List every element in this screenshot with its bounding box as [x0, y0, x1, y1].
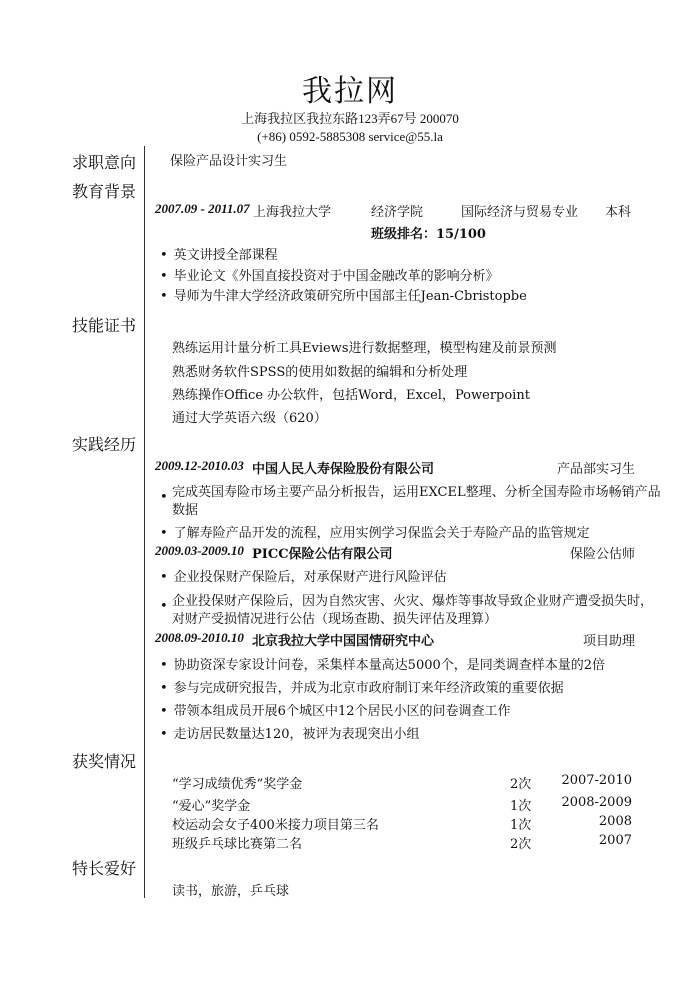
award-count: 1次: [510, 818, 532, 833]
section-hobbies: 特长爱好: [72, 859, 137, 878]
skill-item: 熟悉财务软件SPSS的使用如数据的编辑和分析处理: [172, 365, 468, 380]
education-bullet: • 毕业论文《外国直接投资对于中国金融改革的影响分析》: [160, 269, 499, 284]
section-education: 教育背景: [72, 182, 137, 201]
education-college: 经济学院: [371, 205, 424, 220]
award-name: “学习成绩优秀”奖学金: [172, 777, 303, 792]
experience-period: 2009.03-2009.10: [155, 543, 244, 558]
section-awards: 获奖情况: [72, 752, 137, 771]
hobbies-text: 读书，旅游，乒乓球: [172, 884, 290, 899]
education-period: 2007.09 - 2011.07: [155, 201, 250, 216]
education-major: 国际经济与贸易专业: [461, 205, 579, 220]
award-year: 2007-2010: [561, 773, 632, 788]
skill-item: 熟练操作Office 办公软件，包括Word，Excel，Powerpoint: [172, 388, 530, 403]
experience-role: 保险公估师: [570, 547, 636, 562]
experience-bullet: • 企业投保财产保险后，对承保财产进行风险评估: [160, 570, 447, 585]
experience-company: 中国人民人寿保险股份有限公司: [252, 462, 435, 477]
section-objective: 求职意向: [72, 153, 137, 172]
experience-bullet-text: 对财产受损情况进行公估（现场查勘、损失评估及理算）: [172, 612, 498, 627]
experience-period: 2008.09-2010.10: [155, 630, 244, 645]
award-name: 校运动会女子400米接力项目第三名: [172, 818, 379, 833]
award-name: “爱心”奖学金: [172, 799, 251, 814]
section-skills: 技能证书: [72, 316, 137, 335]
experience-role: 项目助理: [583, 634, 636, 649]
award-year: 2008: [598, 814, 632, 829]
experience-bullet: • 了解寿险产品开发的流程，应用实例学习保监会关于寿险产品的监管规定: [160, 526, 590, 541]
section-experience: 实践经历: [72, 435, 137, 454]
award-year: 2007: [598, 833, 632, 848]
section-divider-line: [144, 146, 145, 898]
experience-bullet-text: 数据: [172, 503, 199, 518]
skill-item: 通过大学英语六级（620）: [172, 411, 327, 426]
experience-company: 北京我拉大学中国国情研究中心: [252, 634, 435, 649]
experience-bullet-marker: •: [160, 490, 168, 505]
experience-bullet-marker: •: [160, 599, 168, 614]
address-line: 上海我拉区我拉东路123弄67号 200070: [241, 111, 459, 126]
experience-bullet: • 带领本组成员开展6个城区中12个居民小区的问卷调查工作: [160, 704, 511, 719]
experience-bullet: • 参与完成研究报告，并成为北京市政府制订来年经济政策的重要依据: [160, 681, 564, 696]
award-count: 2次: [510, 837, 532, 852]
award-count: 2次: [510, 777, 532, 792]
education-bullet: • 导师为牛津大学经济政策研究所中国部主任Jean-Cbristopbe: [160, 289, 527, 304]
experience-bullet: • 走访居民数量达120，被评为表现突出小组: [160, 727, 420, 742]
resume-name: 我拉网: [302, 74, 398, 109]
education-degree: 本科: [605, 205, 632, 220]
award-name: 班级乒乓球比赛第二名: [172, 837, 303, 852]
award-year: 2008-2009: [561, 795, 632, 810]
experience-company: PICC保险公估有限公司: [252, 547, 393, 562]
contact-line: (+86) 0592-5885308 service@55.la: [257, 129, 443, 144]
experience-bullet: • 协助资深专家设计问卷，采集样本量高达5000个，是同类调查样本量的2倍: [160, 658, 606, 673]
experience-bullet-text: 企业投保财产保险后，因为自然灾害、火灾、爆炸等事故导致企业财产遭受损失时，: [172, 594, 654, 609]
education-bullet: • 英文讲授全部课程: [160, 248, 278, 263]
award-count: 1次: [510, 799, 532, 814]
education-rank: 班级排名：15/100: [371, 227, 486, 242]
education-school: 上海我拉大学: [253, 205, 332, 220]
experience-role: 产品部实习生: [557, 462, 636, 477]
objective-text: 保险产品设计实习生: [170, 154, 288, 169]
skill-item: 熟练运用计量分析工具Eviews进行数据整理，模型构建及前景预测: [172, 341, 557, 356]
experience-period: 2009.12-2010.03: [155, 458, 244, 473]
experience-bullet-text: 完成英国寿险市场主要产品分析报告，运用EXCEL整理、分析全国寿险市场畅销产品: [172, 485, 661, 500]
